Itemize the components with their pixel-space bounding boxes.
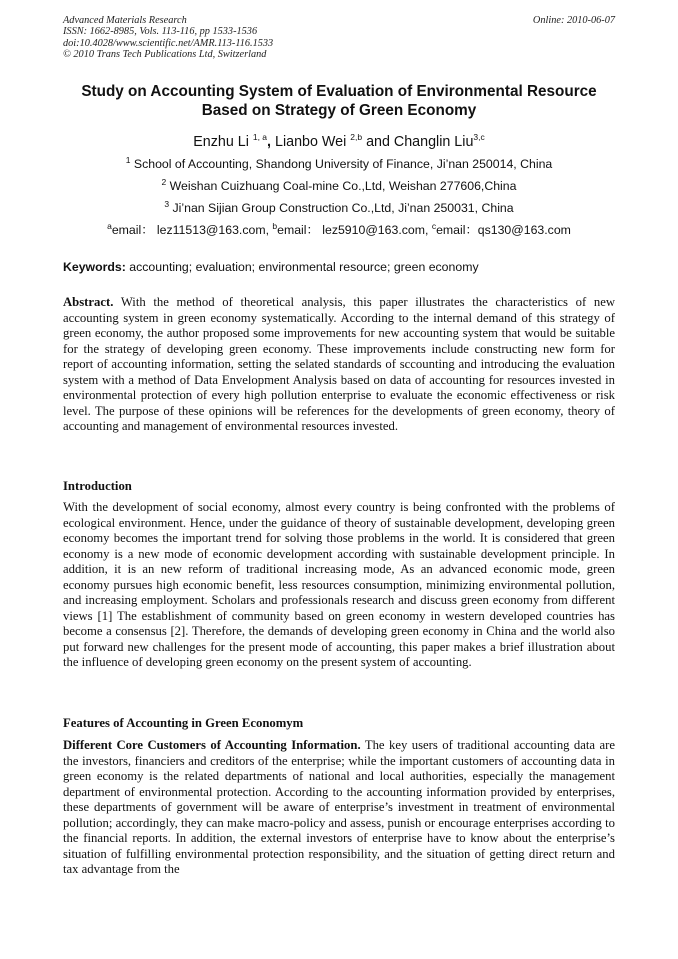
- running-header: [63, 15, 615, 61]
- issn-line: ISSN: 1662-8985, Vols. 113-116, pp 1533-1536: [63, 26, 258, 38]
- doi-line: doi:10.4028/www.scientific.net/AMR.113-116.1533: [63, 37, 274, 49]
- copyright-line: © 2010 Trans Tech Publications Ltd, Switzerland: [63, 49, 267, 61]
- affiliation-1: [40, 154, 638, 172]
- affiliation-2-text: Weishan Cuizhuang Coal-mine Co.,Ltd, Weishan 277606,China: [166, 179, 517, 193]
- online-date: Online: 2010-06-07: [532, 15, 615, 26]
- keywords-label: Keywords:: [63, 260, 126, 274]
- email-a-mark: a: [107, 220, 112, 231]
- email-c-mark: c: [431, 220, 437, 231]
- abstract-label: Abstract.: [63, 295, 114, 309]
- keywords: [63, 260, 615, 275]
- author-list: [40, 133, 638, 151]
- abstract-text: With the method of theoretical analysis, this paper illustrates the characteristics of new accounting system in green economy systematically. According to the internal demand of this strategy of green economy, the author proposed some improvements for new accounting system that would be suitable for the strategy of developing green economy. These improvements include constructing new form for report of accounting information, setting the selated standards of sccounting and introducing the evaluation system with a method of Data Envelopment Analysis based on data of accounting for resources invested in environmental protection of every high pollution enterprise to evaluate the economic effectiveness or risk level. The purpose of these opinions will be references for the developments of green economy, theory of accounting and management of environmental resources invested.: [63, 295, 615, 434]
- author-3-affiliation-mark: 3,c: [473, 132, 485, 143]
- author-emails: [40, 220, 638, 238]
- affiliation-2-mark: 2: [161, 176, 167, 187]
- paper-title: [40, 82, 638, 120]
- abstract-paragraph: [63, 295, 615, 435]
- email-b-address: lez5910@163.com,: [318, 223, 432, 237]
- author-1-name: Enzhu Li: [193, 134, 249, 150]
- author-and: and: [362, 134, 394, 150]
- keywords-text: accounting; evaluation; environmental resource; green economy: [125, 260, 479, 274]
- affiliation-1-mark: 1: [125, 154, 131, 165]
- features-heading: Features of Accounting in Green Economym: [63, 716, 304, 730]
- email-b-mark: b: [272, 220, 278, 231]
- journal-name: Advanced Materials Research: [63, 15, 187, 26]
- email-c-label: email：: [436, 223, 478, 237]
- author-separator: ,: [267, 134, 272, 150]
- affiliation-3-mark: 3: [164, 198, 170, 209]
- email-a-label: email：: [111, 223, 154, 237]
- affiliation-1-text: School of Accounting, Shandong University of Finance, Ji’nan 250014, China: [130, 157, 553, 171]
- title-line-1: Study on Accounting System of Evaluation of Environmental Resource: [81, 83, 597, 100]
- email-b-label: email：: [277, 223, 319, 237]
- features-paragraph: [63, 738, 615, 878]
- email-c-address: qs130@163.com: [477, 223, 571, 237]
- introduction-paragraph: With the development of social economy, almost every country is being confronted with the problems of ecological environment. Hence, under the guidance of theory of sustainable development, developing green economy becomes the important trend for solving those problems in the world. It is considered that green economy is a new mode of economic development according with sustainable development principle. In addition, it is an new reform of traditional increasing mode, As an advanced economic mode, green economy pursues high economic benefit, less resources consumption, minimizing environmental pollution, and increasing employment. Scholars and professionals research and discuss green economy from different views [1] The establishment of community based on green economy in western developed countries has become a consensus [2]. Therefore, the demands of developing green economy in China and the world also put forward new challenges for the present mode of accounting, this paper makes a brief illustration about the influence of developing green economy on the present system of accounting.: [63, 500, 615, 670]
- author-1-affiliation-mark: 1, a: [252, 132, 268, 143]
- email-a-address: lez11513@163.com,: [153, 223, 273, 237]
- features-subheading: Different Core Customers of Accounting Information.: [63, 738, 361, 752]
- affiliation-3: [40, 198, 638, 216]
- author-2-name: Lianbo Wei: [271, 134, 347, 150]
- features-text: The key users of traditional accounting data are the investors, financiers and creditors of the enterprise; while the important customers of accounting data in green economy is the related departments of national and local authorities, especially the management department of environmental protection. According to the accounting information provided by enterprises, these departments of government will be aware of enterprise’s investment in treatment of environmental pollution; accordingly, they can make macro-policy and assess, punish or encourage enterprises according to the financial reports. In addition, the external investors of enterprise have to know about the enterprise’s situation of fulfilling environmental protection responsibility, and the situation of getting direct return and tax advantage from the: [63, 738, 615, 877]
- author-3-name: Changlin Liu: [393, 134, 474, 150]
- affiliation-2: [40, 176, 638, 194]
- affiliation-3-text: Ji’nan Sijian Group Construction Co.,Ltd, Ji’nan 250031, China: [169, 201, 514, 215]
- introduction-heading: Introduction: [63, 479, 132, 493]
- author-2-affiliation-mark: 2,b: [350, 132, 363, 143]
- title-line-2: Based on Strategy of Green Economy: [201, 102, 477, 119]
